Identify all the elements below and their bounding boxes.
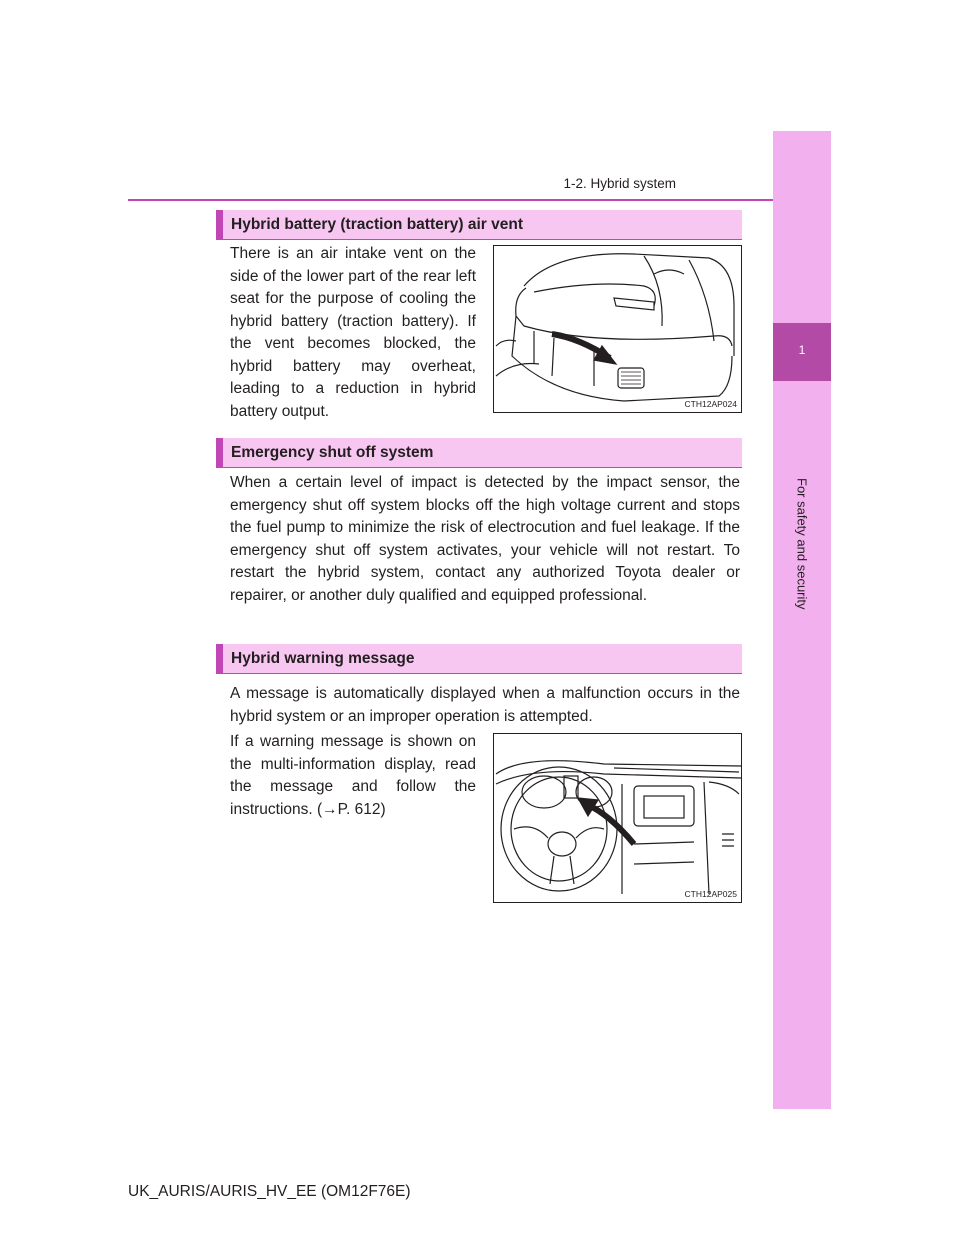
air-vent-paragraph: There is an air intake vent on the side of the lower part of the rear left seat for the purpose of cooling the hybrid battery (traction battery). If the vent becomes blocked, the hybrid battery may overheat, leading to a reduction in hybrid battery output. (230, 245, 476, 420)
chapter-side-tab (773, 131, 831, 1109)
document-footer: UK_AURIS/AURIS_HV_EE (OM12F76E) (128, 1183, 411, 1200)
section-heading-hybrid-warning (216, 644, 742, 674)
emergency-shut-off-paragraph: When a certain level of impact is detected by the impact sensor, the emergency shut off system blocks off the high voltage current and stops the fuel pump to minimize the risk of electrocution and fuel leakage. If the emergency shut off system activates, your vehicle will not restart. To restart the hybrid system, contact any authorized Toyota dealer or repairer, or another duly qualified and equipped professional. (230, 474, 740, 604)
section-heading-air-vent (216, 210, 742, 240)
hybrid-warning-paragraph: A message is automatically displayed when a malfunction occurs in the hybrid system or an improper operation is attempted. (230, 685, 740, 725)
warning-message-paragraph: If a warning message is shown on the multi-information display, read the message and follow the instructions. (→P. 612) (230, 733, 476, 818)
header-rule (128, 199, 831, 201)
chapter-title: For safety and security (794, 478, 810, 610)
section-heading-text: Hybrid battery (traction battery) air vent (231, 216, 523, 233)
section-heading-text: Hybrid warning message (231, 650, 415, 667)
instrument-panel-illustration (493, 733, 742, 903)
figure-code: CTH12AP024 (684, 399, 737, 409)
chapter-number: 1 (798, 343, 806, 357)
section-heading-emergency-shut-off (216, 438, 742, 468)
section-heading-text: Emergency shut off system (231, 444, 434, 461)
rear-seat-vent-illustration (493, 245, 742, 413)
running-header-section: 1-2. Hybrid system (563, 176, 676, 191)
figure-code: CTH12AP025 (684, 889, 737, 899)
